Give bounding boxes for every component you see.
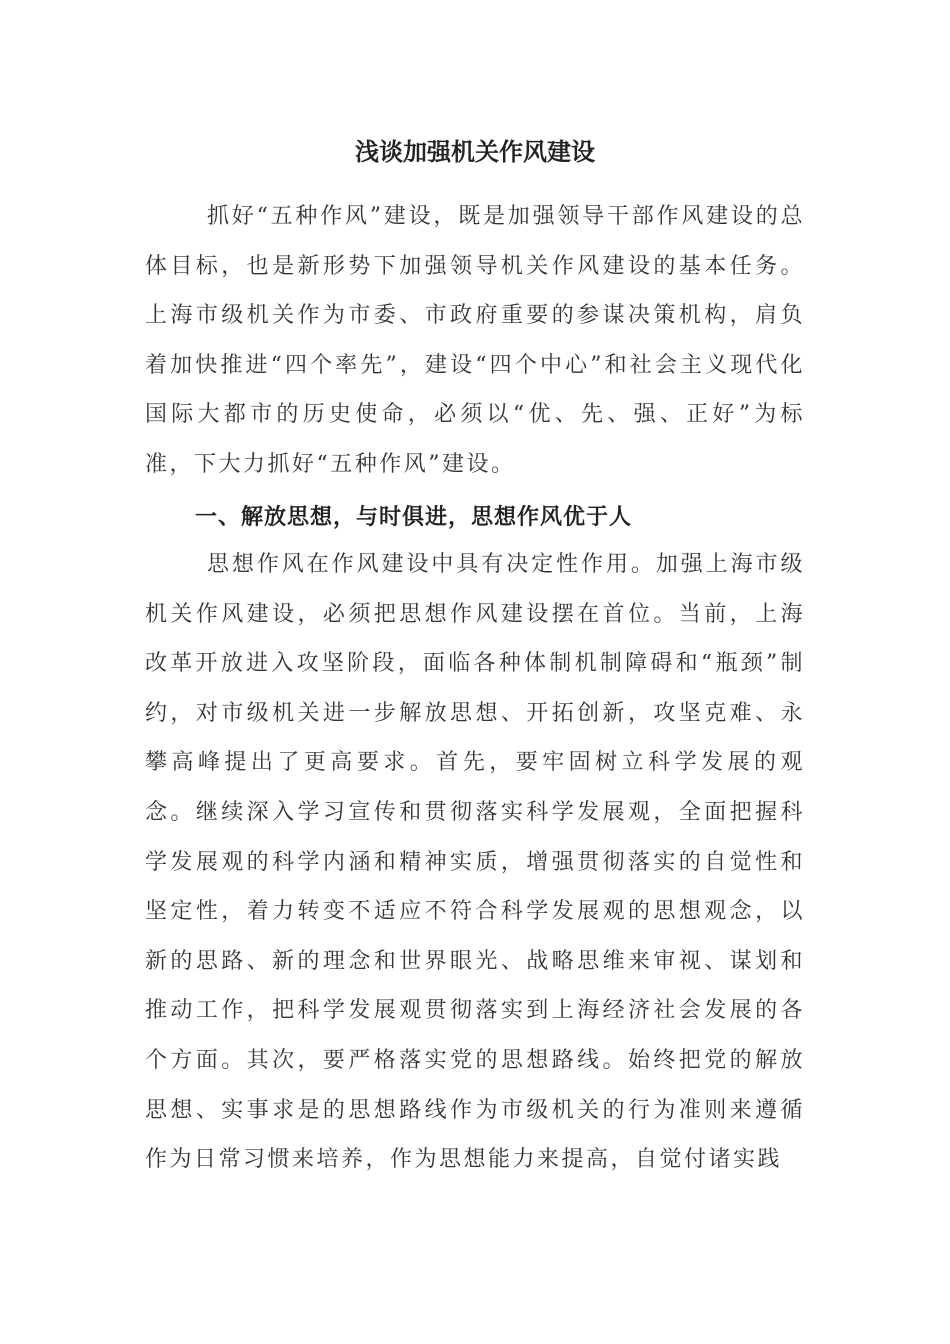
section-paragraph: 思想作风在作风建设中具有决定性作用。加强上海市级机关作风建设，必须把思想作风建设摆在首位。当前，上海改革开放进入攻坚阶段，面临各种体制机制障碍和“瓶颈”制约，对市级机关进一步解放思想、开拓创新，攻坚克难、永攀高峰提出了更高要求。首先，要牢固树立科学发展的观念。继续深入学习宣传和贯彻落实科学发展观，全面把握科学发展观的科学内涵和精神实质，增强贯彻落实的自觉性和坚定性，着力转变不适应不符合科学发展观的思想观念，以新的思路、新的理念和世界眼光、战略思维来审视、谋划和推动工作，把科学发展观贯彻落实到上海经济社会发展的各个方面。其次，要严格落实党的思想路线。始终把党的解放思想、实事求是的思想路线作为市级机关的行为准则来遵循作为日常习惯来培养，作为思想能力来提高，自觉付诸实践 <box>145 552 805 1173</box>
document-title: 浅谈加强机关作风建设 <box>355 138 595 166</box>
intro-paragraph: 抓好“五种作风”建设，既是加强领导干部作风建设的总体目标，也是新形势下加强领导机关作风建设的基本任务。上海市级机关作为市委、市政府重要的参谋决策机构，肩负着加快推进“四个率先”，建设“四个中心”和社会主义现代化国际大都市的历史使命，必须以“优、先、强、正好”为标准，下大力抓好“五种作风”建设。 <box>145 204 805 477</box>
section-heading: 一、解放思想，与时俱进，思想作风优于人 <box>195 505 633 530</box>
